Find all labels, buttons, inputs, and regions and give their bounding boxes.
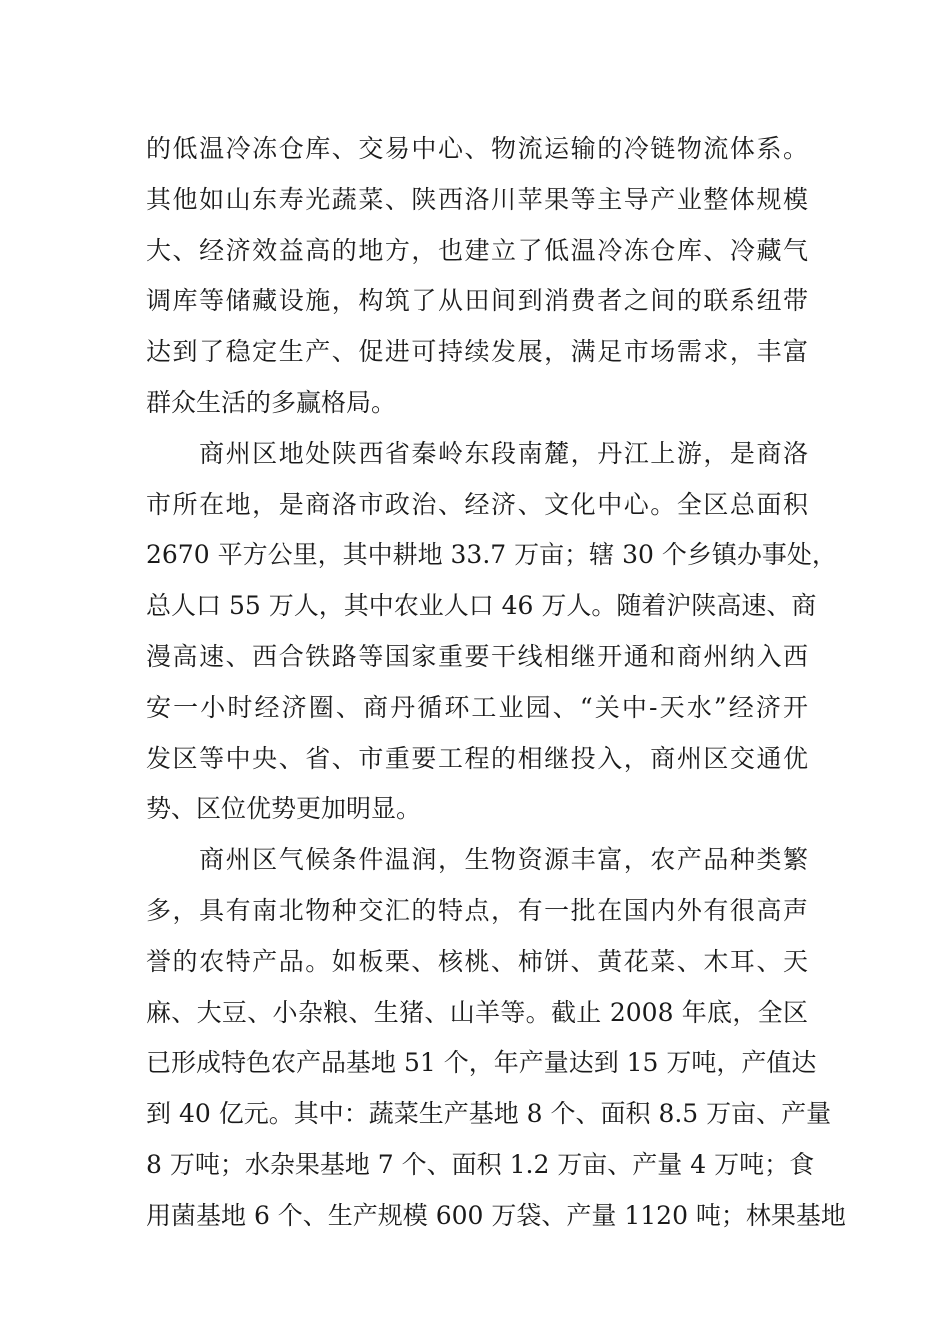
text-line: 已形成特色农产品基地 51 个，年产量达到 15 万吨，产值达 (146, 1048, 817, 1078)
text-line: 群众生活的多赢格局。 (146, 387, 397, 417)
text-line: 其他如山东寿光蔬菜、陕西洛川苹果等主导产业整体规模 (146, 184, 808, 214)
text-line: 2670 平方公里，其中耕地 33.7 万亩；辖 30 个乡镇办事处， (146, 540, 837, 570)
text-line: 商州区地处陕西省秦岭东段南麓，丹江上游，是商洛 (146, 438, 808, 468)
text-line: 用菌基地 6 个、生产规模 600 万袋、产量 1120 吨；林果基地 (146, 1200, 846, 1230)
text-line: 到 40 亿元。其中：蔬菜生产基地 8 个、面积 8.5 万亩、产量 (146, 1099, 832, 1129)
text-line: 达到了稳定生产、促进可持续发展，满足市场需求，丰富 (146, 337, 808, 367)
text-line: 大、经济效益高的地方，也建立了低温冷冻仓库、冷藏气 (146, 235, 808, 265)
text-line: 多，具有南北物种交汇的特点，有一批在国内外有很高声 (146, 895, 808, 925)
body-text (146, 124, 846, 1242)
text-line: 誉的农特产品。如板栗、核桃、柿饼、黄花菜、木耳、天 (146, 946, 808, 976)
text-line: 总人口 55 万人，其中农业人口 46 万人。随着沪陕高速、商 (146, 591, 817, 621)
text-line: 的低温冷冻仓库、交易中心、物流运输的冷链物流体系。 (146, 134, 808, 163)
text-line: 漫高速、西合铁路等国家重要干线相继开通和商州纳入西 (146, 641, 808, 671)
text-line: 麻、大豆、小杂粮、生猪、山羊等。截止 2008 年底，全区 (146, 997, 808, 1027)
text-line: 发区等中央、省、市重要工程的相继投入，商州区交通优 (146, 743, 808, 773)
text-line: 势、区位优势更加明显。 (146, 794, 422, 824)
text-line: 安一小时经济圈、商丹循环工业园、“关中-天水”经济开 (146, 692, 808, 722)
text-line: 8 万吨；水杂果基地 7 个、面积 1.2 万亩、产量 4 万吨；食 (146, 1149, 815, 1179)
text-line: 调库等储藏设施，构筑了从田间到消费者之间的联系纽带 (146, 286, 808, 316)
text-line: 市所在地，是商洛市政治、经济、文化中心。全区总面积 (146, 489, 808, 519)
text-line: 商州区气候条件温润，生物资源丰富，农产品种类繁 (146, 845, 808, 875)
